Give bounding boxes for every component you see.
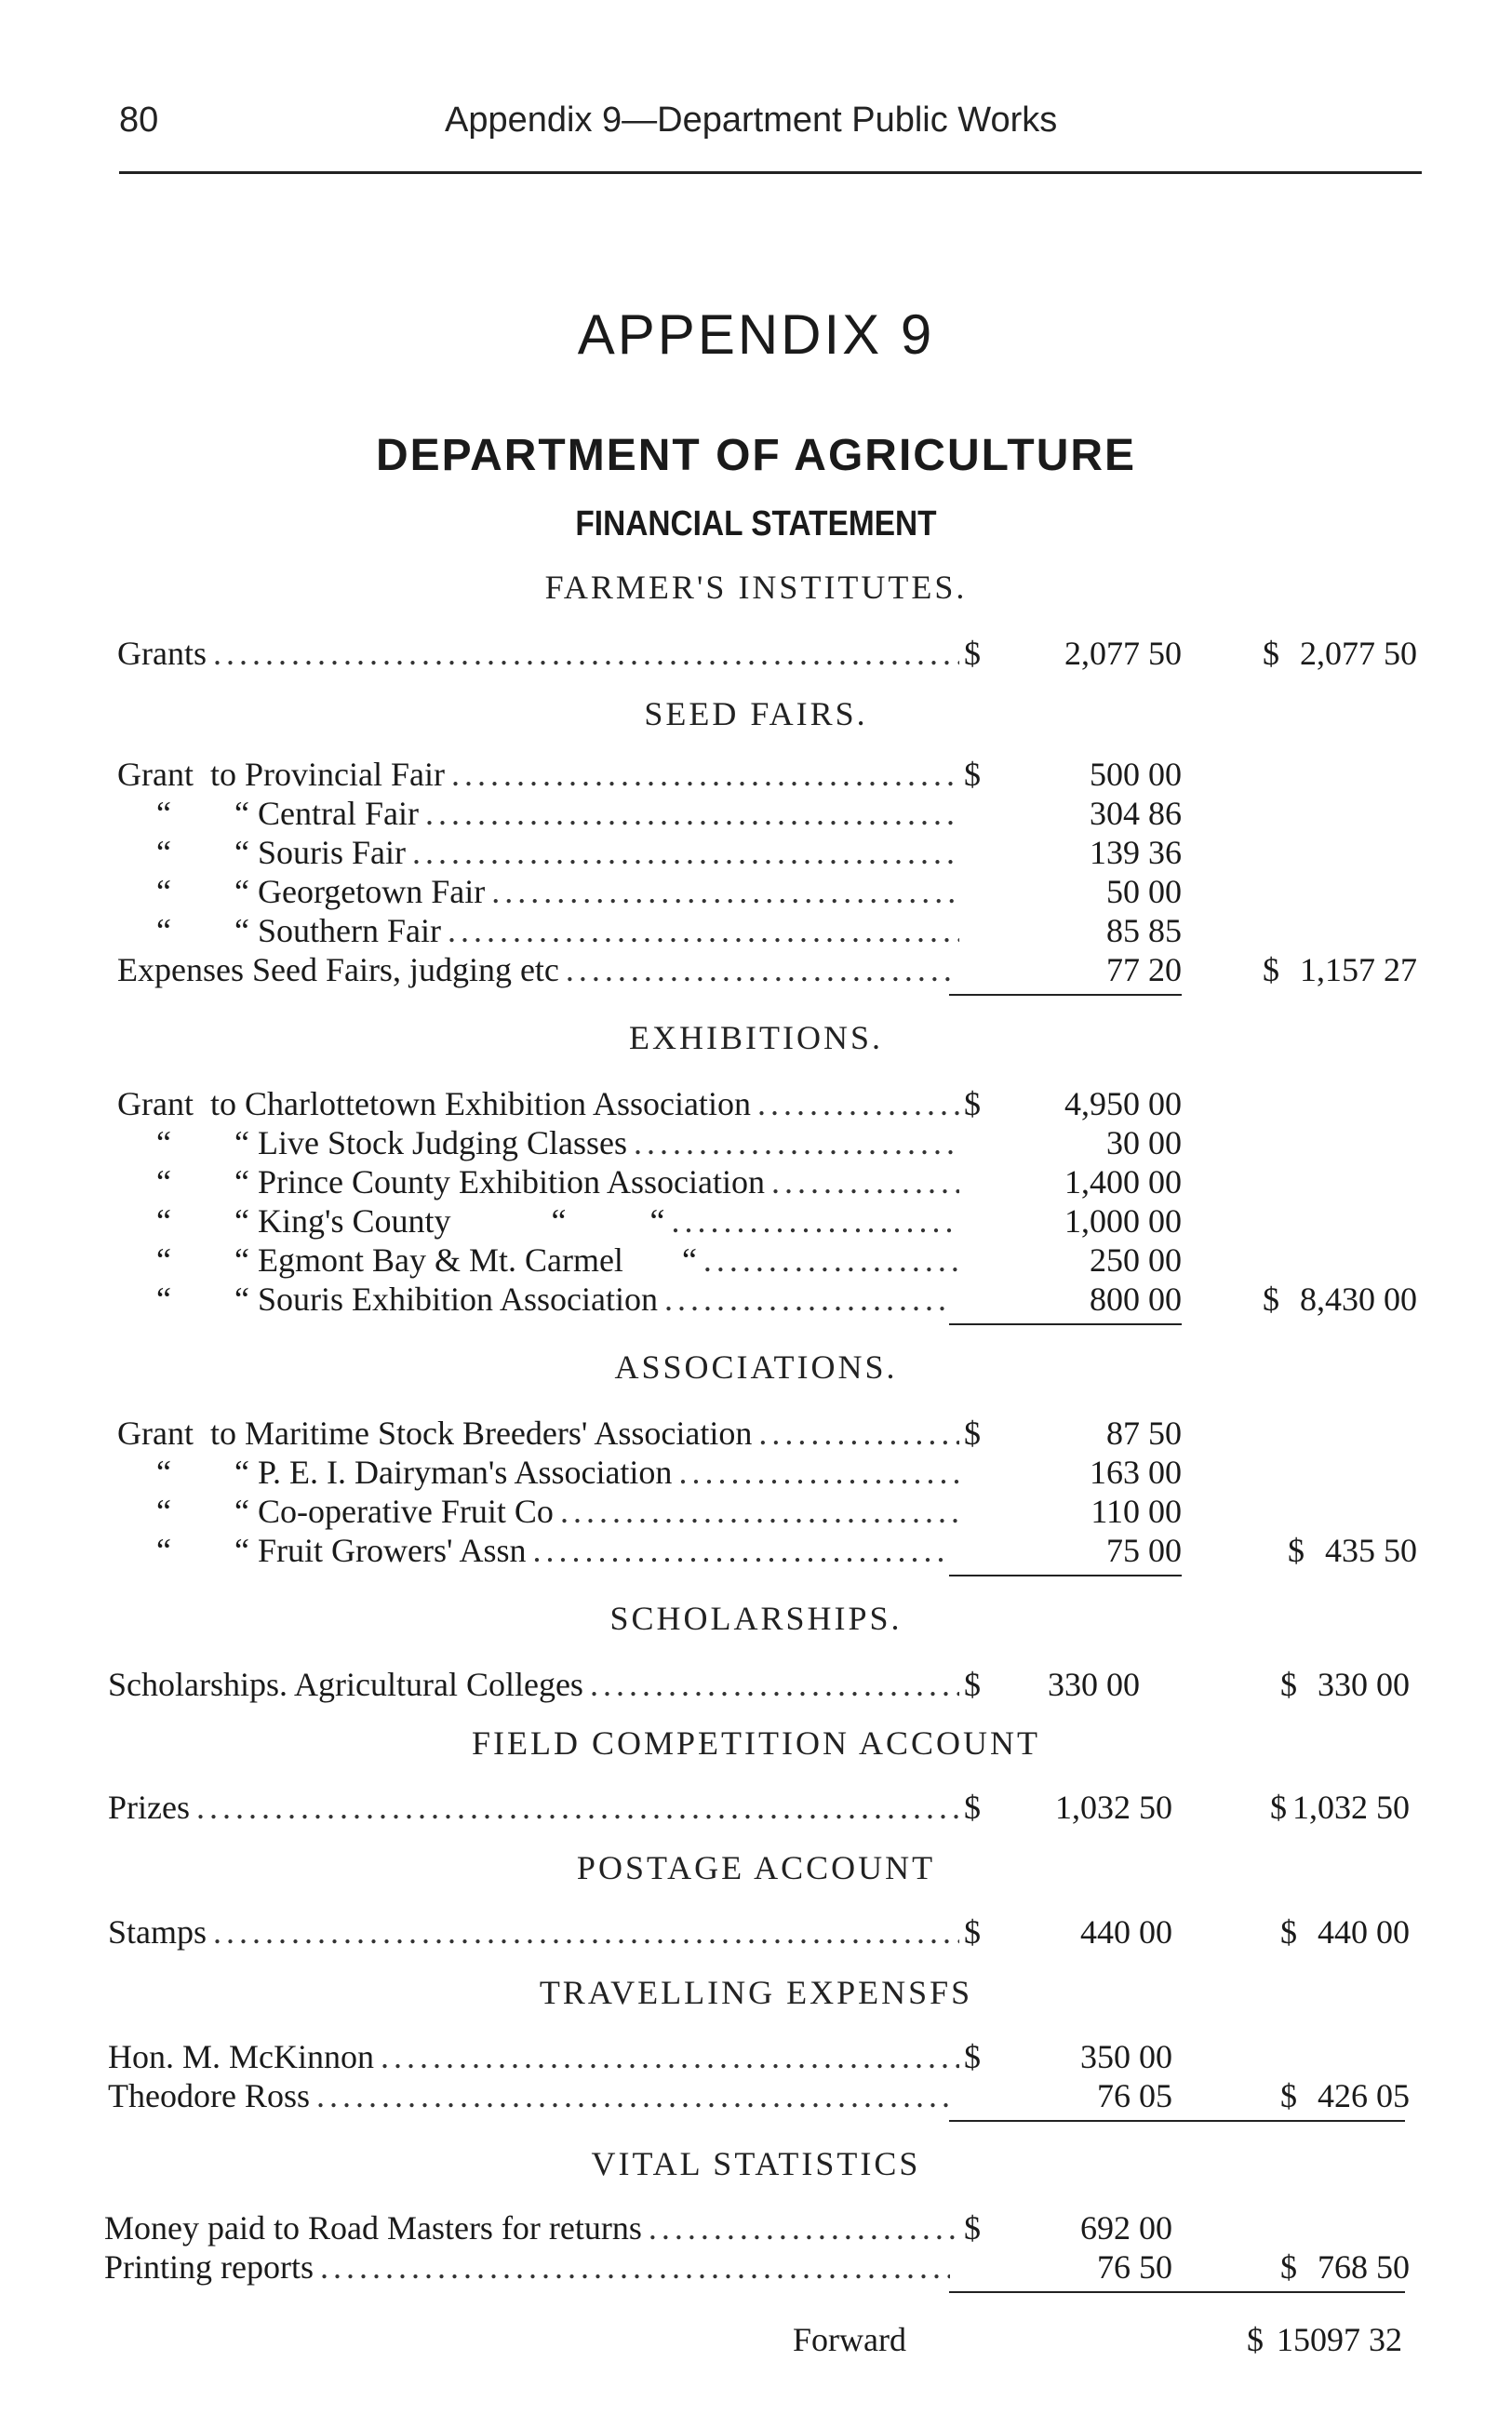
ledger-row <box>0 793 1512 834</box>
grant-to: to <box>209 1085 236 1122</box>
dollar-sign: $ <box>964 635 981 672</box>
ditto-mark: “ <box>156 1202 171 1240</box>
total-value: 8,430 00 <box>1300 1281 1417 1318</box>
row-label <box>117 754 959 795</box>
ditto-mark: “ <box>156 873 171 910</box>
row-amount: 77 20 <box>1106 951 1182 988</box>
row-amount: 2,077 50 <box>1064 635 1182 672</box>
ledger-row <box>0 1664 1512 1705</box>
ledger-row <box>0 1787 1512 1828</box>
ledger-row <box>0 871 1512 912</box>
ditto-mark: “ <box>156 1281 171 1318</box>
row-amount: 4,950 00 <box>1064 1085 1182 1122</box>
row-total <box>1263 633 1417 674</box>
ledger-row <box>0 2075 1512 2116</box>
row-amount: 76 05 <box>1097 2077 1172 2114</box>
ledger-row <box>0 1122 1512 1163</box>
row-amount: 500 00 <box>1090 756 1182 793</box>
row-total <box>1280 2247 1410 2287</box>
grant-to: to <box>209 756 236 793</box>
total-dollar-sign: $ <box>1263 951 1279 988</box>
total-dollar-sign: $ <box>1263 1281 1279 1318</box>
subtotal-rule <box>949 994 1182 996</box>
section-heading-travelling: TRAVELLING EXPENSFS <box>539 1974 973 2011</box>
total-value: 435 50 <box>1325 1532 1417 1569</box>
row-label: “ Souris Fair . . . <box>234 832 959 873</box>
department-title: DEPARTMENT OF AGRICULTURE <box>375 431 1137 480</box>
grant-label: Grant <box>117 1085 194 1122</box>
ditto-mark: “ <box>156 1241 171 1279</box>
row-amount: 76 50 <box>1097 2248 1172 2286</box>
row-label: Scholarships. Agricultural Colleges . . . <box>108 1664 959 1705</box>
section-heading-scholarships: SCHOLARSHIPS. <box>609 1600 903 1637</box>
row-label <box>117 1413 959 1454</box>
forward-total <box>1247 2319 1402 2360</box>
row-label: “ King's County “ “ . . . <box>234 1201 959 1241</box>
row-label: “ Georgetown Fair . . . <box>234 871 959 912</box>
row-label: “ Prince County Exhibition Association . . . <box>234 1161 959 1202</box>
dollar-sign: $ <box>964 756 981 793</box>
header-rule <box>119 171 1422 174</box>
row-amount: 30 00 <box>1106 1124 1182 1161</box>
section-heading-postage: POSTAGE ACCOUNT <box>576 1849 936 1886</box>
ledger-row <box>0 1413 1512 1454</box>
row-amount: 692 00 <box>1080 2209 1172 2247</box>
total-value: 330 00 <box>1318 1666 1410 1703</box>
row-label <box>117 1083 959 1124</box>
row-amount: 330 00 <box>1048 1666 1140 1703</box>
grant-recipient: Maritime Stock Breeders' Association <box>244 1415 753 1452</box>
total-dollar-sign: $ <box>1280 2077 1297 2114</box>
ledger-row <box>0 754 1512 795</box>
ditto-mark: “ <box>156 795 171 832</box>
row-label: “ Fruit Growers' Assn . . . <box>234 1530 950 1571</box>
grant-recipient: Charlottetown Exhibition Association <box>244 1085 751 1122</box>
row-total <box>1280 1912 1410 1952</box>
ledger-row <box>0 633 1512 674</box>
row-label: Grants . . . <box>117 633 959 674</box>
section-heading-seed-fairs: SEED FAIRS. <box>644 695 868 732</box>
ledger-row <box>0 1452 1512 1493</box>
row-label: Money paid to Road Masters for returns . . . <box>104 2207 956 2248</box>
ledger-row <box>0 1240 1512 1281</box>
total-dollar-sign: $ <box>1280 1913 1297 1951</box>
ledger-row <box>0 1912 1512 1952</box>
row-amount: 350 00 <box>1080 2038 1172 2075</box>
ditto-mark: “ <box>156 1532 171 1569</box>
ditto-mark: “ <box>156 1454 171 1491</box>
row-label: “ Live Stock Judging Classes . . . <box>234 1122 959 1163</box>
total-dollar-sign: $ <box>1270 1789 1287 1826</box>
forward-label: Forward <box>793 2321 906 2358</box>
total-value: 1,032 50 <box>1292 1789 1410 1826</box>
appendix-title: APPENDIX 9 <box>577 303 935 366</box>
subtotal-rule <box>949 2291 1405 2293</box>
total-dollar-sign: $ <box>1288 1532 1305 1569</box>
grant-to: to <box>209 1415 236 1452</box>
total-dollar-sign: $ <box>1280 2248 1297 2286</box>
row-label: “ Southern Fair . . . <box>234 910 959 951</box>
page-header <box>119 101 1422 147</box>
ledger-row <box>0 1530 1512 1571</box>
dollar-sign: $ <box>964 1085 981 1122</box>
row-amount: 440 00 <box>1080 1913 1172 1951</box>
ledger-row <box>0 2207 1512 2248</box>
ledger-row <box>0 910 1512 951</box>
page-number: 80 <box>119 101 159 140</box>
ledger-row <box>0 1279 1512 1320</box>
row-total <box>1263 1279 1417 1320</box>
row-label: Stamps . . . <box>108 1912 959 1952</box>
row-amount: 110 00 <box>1091 1493 1182 1530</box>
ditto-mark: “ <box>156 834 171 871</box>
row-label: “ Co-operative Fruit Co . . . <box>234 1491 959 1532</box>
total-value: 1,157 27 <box>1300 951 1417 988</box>
ledger-row <box>0 2247 1512 2287</box>
row-amount: 139 36 <box>1090 834 1182 871</box>
row-label: Hon. M. McKinnon . . . <box>108 2036 959 2077</box>
dollar-sign: $ <box>964 1913 981 1951</box>
ditto-mark: “ <box>156 1124 171 1161</box>
section-heading-exhibitions: EXHIBITIONS. <box>629 1019 883 1056</box>
row-amount: 1,032 50 <box>1055 1789 1172 1826</box>
row-label: “ P. E. I. Dairyman's Association . . . <box>234 1452 959 1493</box>
dollar-sign: $ <box>964 1415 981 1452</box>
row-total <box>1263 949 1417 990</box>
ditto-mark: “ <box>156 912 171 949</box>
total-value: 2,077 50 <box>1300 635 1417 672</box>
total-value: 426 05 <box>1318 2077 1410 2114</box>
row-label: “ Central Fair . . . <box>234 793 959 834</box>
total-dollar-sign: $ <box>1280 1666 1297 1703</box>
row-total <box>1280 2075 1410 2116</box>
statement-title: FINANCIAL STATEMENT <box>575 504 937 543</box>
grant-label: Grant <box>117 1415 194 1452</box>
grant-label: Grant <box>117 756 194 793</box>
ledger-row <box>0 1161 1512 1202</box>
row-amount: 50 00 <box>1106 873 1182 910</box>
ditto-mark: “ <box>156 1493 171 1530</box>
row-amount: 85 85 <box>1106 912 1182 949</box>
row-total <box>1270 1787 1410 1828</box>
ledger-row <box>0 1083 1512 1124</box>
dollar-sign: $ <box>964 2038 981 2075</box>
row-amount: 75 00 <box>1106 1532 1182 1569</box>
row-amount: 87 50 <box>1106 1415 1182 1452</box>
section-heading-vital-statistics: VITAL STATISTICS <box>591 2145 921 2182</box>
total-dollar-sign: $ <box>1263 635 1279 672</box>
total-value: 15097 32 <box>1277 2321 1402 2358</box>
ledger-row <box>0 1491 1512 1532</box>
grant-recipient: Provincial Fair <box>244 756 445 793</box>
row-amount: 250 00 <box>1090 1241 1182 1279</box>
dollar-sign: $ <box>964 1789 981 1826</box>
ledger-row <box>0 949 1512 990</box>
section-heading-associations: ASSOCIATIONS. <box>614 1348 898 1386</box>
subtotal-rule <box>949 2120 1405 2122</box>
row-amount: 1,400 00 <box>1064 1163 1182 1201</box>
subtotal-rule <box>949 1575 1182 1576</box>
running-title: Appendix 9—Department Public Works <box>445 101 1058 140</box>
dollar-sign: $ <box>964 1666 981 1703</box>
subtotal-rule <box>949 1323 1182 1325</box>
row-label: Theodore Ross . . . <box>108 2075 950 2116</box>
ditto-mark: “ <box>156 1163 171 1201</box>
total-value: 440 00 <box>1318 1913 1410 1951</box>
total-dollar-sign: $ <box>1247 2321 1264 2358</box>
row-label: Printing reports . . . <box>104 2247 950 2287</box>
section-heading-field-competition: FIELD COMPETITION ACCOUNT <box>472 1724 1040 1762</box>
row-amount: 800 00 <box>1090 1281 1182 1318</box>
ledger-row <box>0 832 1512 873</box>
row-label: “ Souris Exhibition Association . . . <box>234 1279 950 1320</box>
row-label: “ Egmont Bay & Mt. Carmel “ . . . <box>234 1240 959 1281</box>
row-amount: 304 86 <box>1090 795 1182 832</box>
forward-row <box>0 2319 1512 2360</box>
row-amount: 163 00 <box>1090 1454 1182 1491</box>
row-label: Prizes . . . <box>108 1787 959 1828</box>
row-total <box>1288 1530 1417 1571</box>
section-heading-farmers-institutes: FARMER'S INSTITUTES. <box>544 569 968 606</box>
total-value: 768 50 <box>1318 2248 1410 2286</box>
dollar-sign: $ <box>964 2209 981 2247</box>
row-amount: 1,000 00 <box>1064 1202 1182 1240</box>
row-total <box>1280 1664 1410 1705</box>
row-label: Expenses Seed Fairs, judging etc . . . <box>117 949 950 990</box>
ledger-row <box>0 2036 1512 2077</box>
ledger-row <box>0 1201 1512 1241</box>
